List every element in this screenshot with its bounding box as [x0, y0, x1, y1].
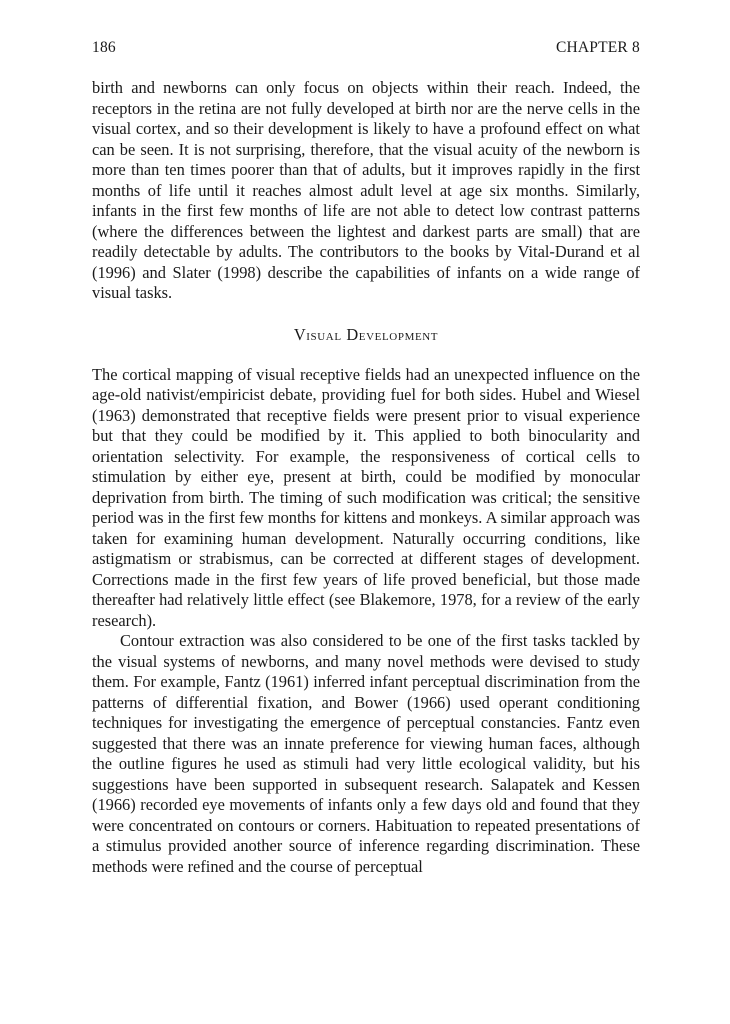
paragraph-contour-extraction: Contour extraction was also considered to be one of the first tasks tackled by the visual systems of newborns, and many novel methods were devised to study them. For example, Fantz (1961) inferred infant perceptual discrimination from the patterns of differential fixation, and Bower (1966) used operant conditioning techniques for investigating the emergence of perceptual constancies. Fantz even suggested that there was an innate preference for viewing human faces, although the outline figures he used as stimuli had very little ecological validity, but his suggestions have been supported in subsequent research. Salapatek and Kessen (1966) recorded eye movements of infants only a few days old and found that they were concentrated on contours or corners. Habituation to repeated presentations of a stimulus provided another source of inference regarding discrimination. These methods were refined and the course of perceptual — [92, 631, 640, 876]
book-page — [92, 38, 640, 877]
chapter-label: CHAPTER 8 — [555, 39, 640, 56]
paragraph-continued: birth and newborns can only focus on objects within their reach. Indeed, the receptors in the retina are not fully developed at birth nor are the nerve cells in the visual cortex, and so their development is likely to have a profound effect on what can be seen. It is not surprising, therefore, that the visual acuity of the newborn is more than ten times poorer than that of adults, but it improves rapidly in the first months of life until it reaches almost adult level at age six months. Similarly, infants in the first few months of life are not able to detect low contrast patterns (where the differences between the lightest and darkest parts are small) that are readily detectable by adults. The contributors to the books by Vital-Durand et al (1996) and Slater (1998) describe the capabilities of infants on a wide range of visual tasks. — [92, 78, 640, 302]
section-heading: Visual Development — [293, 324, 439, 344]
page-number: 186 — [92, 39, 116, 56]
running-head — [92, 38, 640, 58]
paragraph-cortical-mapping: The cortical mapping of visual receptive fields had an unexpected influence on the age-old nativist/empiricist debate, providing fuel for both sides. Hubel and Wiesel (1963) demonstrated that receptive fields were present prior to visual experience but that they could be modified by it. This applied to both binocularity and orientation selectivity. For example, the responsiveness of cortical cells to stimulation by either eye, present at birth, could be modified by monocular deprivation from birth. The timing of such modification was critical; the sensitive period was in the first few months for kittens and monkeys. A similar approach was taken for examining human development. Naturally occurring conditions, like astigmatism or strabismus, can be corrected at different stages of development. Corrections made in the first few years of life proved beneficial, but those made thereafter had relatively little effect (see Blakemore, 1978, for a review of the early research). — [92, 364, 640, 630]
